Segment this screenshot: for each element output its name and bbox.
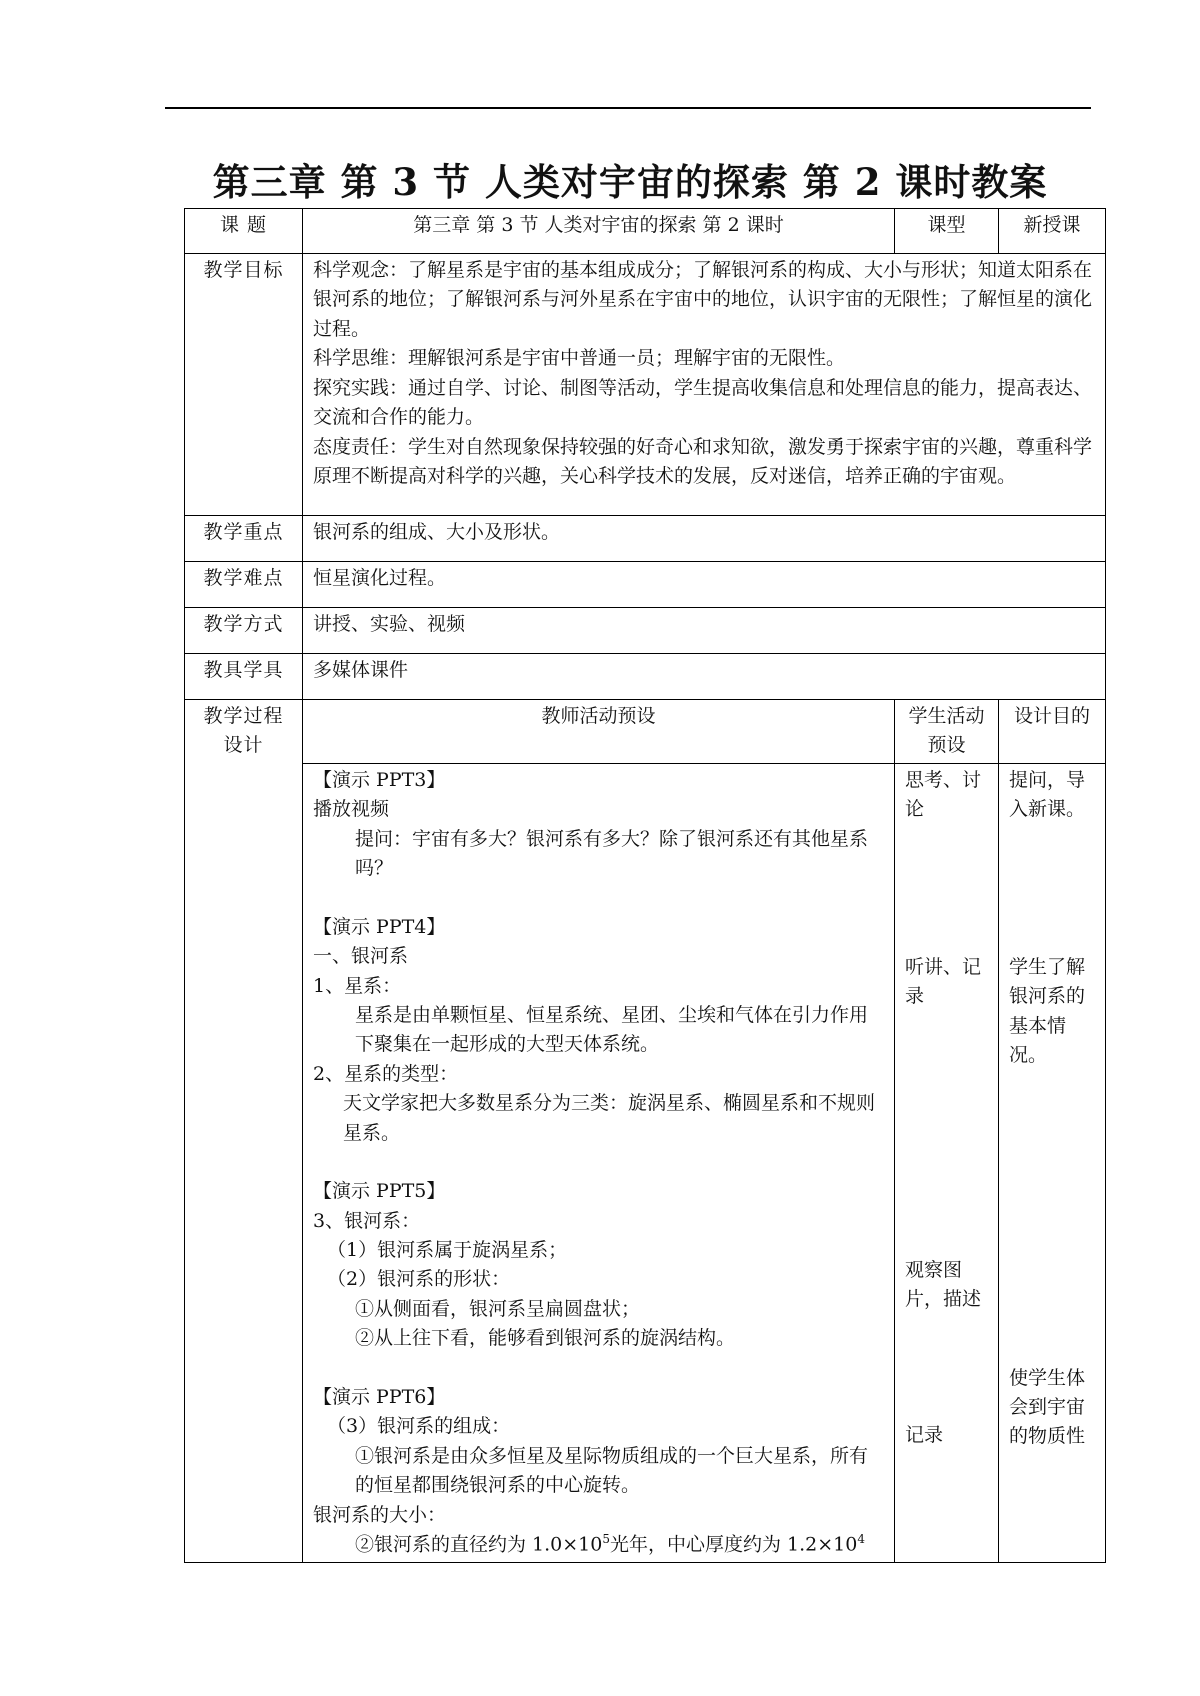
section-milky-way: 一、银河系: [313, 945, 409, 968]
sub-composition: （3）银河系的组成：: [327, 1415, 511, 1438]
method-label: 教学方式: [185, 608, 303, 654]
tools-label: 教具学具: [185, 654, 303, 700]
item-galaxy-types: 2、星系的类型：: [313, 1062, 459, 1085]
row-key-point: [185, 516, 1106, 562]
row-topic: [185, 209, 1106, 254]
purpose-2: 学生了解银河系的基本情况。: [1009, 955, 1086, 1067]
sub-shape: （2）银河系的形状：: [327, 1268, 511, 1291]
goals-content: [303, 254, 1106, 516]
sub-composition-text: ①银河系是由众多恒星及星际物质组成的一个巨大星系，所有的恒星都围绕银河系的中心旋转。: [355, 1444, 869, 1497]
row-tools: [185, 654, 1106, 700]
process-label: [185, 700, 303, 1563]
item-galaxy-types-text: 天文学家把大多数星系分为三类：旋涡星系、椭圆星系和不规则星系。: [343, 1092, 876, 1144]
ppt5-heading: 【演示 PPT5】: [313, 1180, 446, 1203]
row-process-content: [185, 763, 1106, 1562]
student-activity-3: 观察图片，描述: [905, 1258, 982, 1311]
goal-science-thinking: 科学思维：理解银河系是宇宙中普通一员；理解宇宙的无限性。: [313, 347, 846, 370]
intro-question: 提问：宇宙有多大？银河系有多大？除了银河系还有其他星系吗？: [355, 827, 869, 880]
method-value: 讲授、实验、视频: [303, 608, 1106, 654]
design-purpose-content: [999, 763, 1106, 1562]
ppt3-heading: 【演示 PPT3】: [313, 768, 446, 791]
student-activity-header: 学生活动预设: [895, 700, 999, 764]
purpose-3: 使学生体会到宇宙的物质性: [1009, 1366, 1086, 1448]
lesson-plan-table: [184, 208, 1106, 1563]
student-activity-content: [895, 763, 999, 1562]
key-point-label: 教学重点: [185, 516, 303, 562]
item-milky-way: 3、银河系：: [313, 1209, 421, 1232]
student-activity-2: 听讲、记录: [905, 955, 982, 1008]
topic-value: 第三章 第 3 节 人类对宇宙的探索 第 2 课时: [303, 209, 895, 254]
header-rule: [165, 107, 1091, 109]
ppt6-heading: 【演示 PPT6】: [313, 1385, 446, 1408]
row-difficulty: [185, 562, 1106, 608]
tools-value: 多媒体课件: [303, 654, 1106, 700]
milky-way-size-text: ②银河系的直径约为 $1.0\times 10^5$光年，中心厚度约为 $1.2\times 10^4$: [355, 1531, 865, 1556]
teacher-activity-content: [303, 763, 895, 1562]
row-goals: [185, 254, 1106, 516]
sub-shape-side: ①从侧面看，银河系呈扁圆盘状；: [355, 1297, 641, 1320]
difficulty-label: 教学难点: [185, 562, 303, 608]
play-video: 播放视频: [313, 798, 390, 821]
student-activity-4: 记录: [905, 1423, 944, 1446]
item-galaxy: 1、星系：: [313, 974, 402, 997]
item-galaxy-text: 星系是由单颗恒星、恒星系统、星团、尘埃和气体在引力作用下聚集在一起形成的大型天体系统。: [355, 1003, 869, 1056]
goal-science-concept: 科学观念：了解星系是宇宙的基本组成成分；了解银河系的构成、大小与形状；知道太阳系在银河系的地位；了解银河系与河外星系在宇宙中的地位，认识宇宙的无限性；了解恒星的演化过程。: [313, 259, 1093, 340]
student-activity-1: 思考、讨论: [905, 768, 982, 821]
difficulty-value: 恒星演化过程。: [303, 562, 1106, 608]
document-title: 第三章 第 3 节 人类对宇宙的探索 第 2 课时教案: [212, 160, 1048, 204]
purpose-1: 提问，导入新课。: [1009, 768, 1086, 821]
sub-spiral: （1）银河系属于旋涡星系；: [327, 1239, 568, 1261]
lesson-type-value: 新授课: [999, 209, 1106, 254]
row-process-header: [185, 700, 1106, 764]
goal-inquiry-practice: 探究实践：通过自学、讨论、制图等活动，学生提高收集信息和处理信息的能力，提高表达、交流和合作的能力。: [313, 376, 1093, 429]
process-label-line1: 教学过程: [203, 705, 284, 727]
topic-label: 课 题: [185, 209, 303, 254]
key-point-value: 银河系的组成、大小及形状。: [303, 516, 1106, 562]
goals-label: 教学目标: [185, 254, 303, 516]
milky-way-size-heading: 银河系的大小：: [313, 1503, 447, 1526]
sub-shape-top: ②从上往下看，能够看到银河系的旋涡结构。: [355, 1327, 736, 1350]
design-purpose-header: 设计目的: [999, 700, 1106, 764]
lesson-type-label: 课型: [895, 209, 999, 254]
row-method: [185, 608, 1106, 654]
process-label-line2: 设计: [223, 734, 264, 757]
ppt4-heading: 【演示 PPT4】: [313, 915, 446, 938]
teacher-activity-header: 教师活动预设: [303, 700, 895, 764]
goal-attitude: 态度责任：学生对自然现象保持较强的好奇心和求知欲，激发勇于探索宇宙的兴趣，尊重科学原理不断提高对科学的兴趣，关心科学技术的发展，反对迷信，培养正确的宇宙观。: [313, 435, 1093, 488]
